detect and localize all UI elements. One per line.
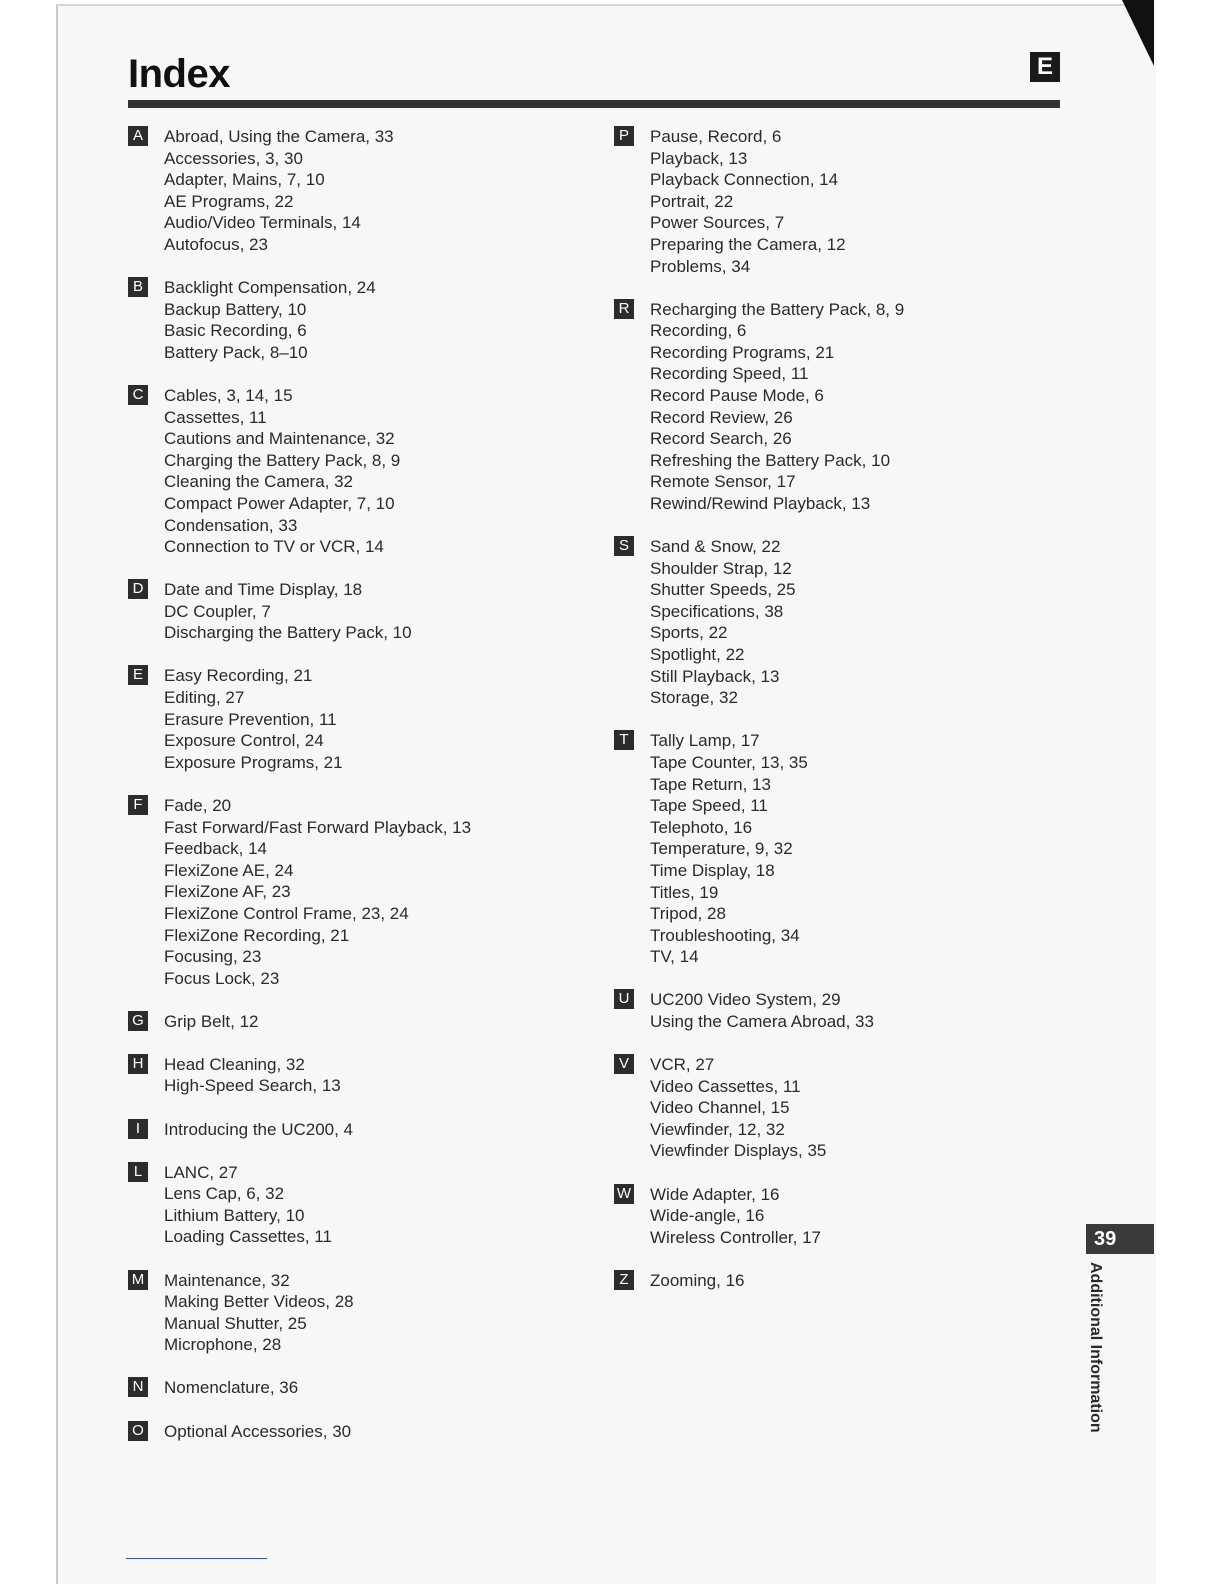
- index-entry: Backup Battery, 10: [164, 299, 307, 319]
- index-entry: TV, 14: [650, 947, 699, 967]
- index-entry: Temperature, 9, 32: [650, 839, 793, 859]
- index-entry-list: [164, 579, 568, 644]
- index-entry: Record Pause Mode, 6: [650, 386, 824, 406]
- index-entry: Remote Sensor, 17: [650, 472, 796, 492]
- index-group-o: [128, 1421, 568, 1443]
- index-entry-list: [164, 1270, 568, 1356]
- index-column-left: [128, 126, 568, 1464]
- index-group-s: [614, 536, 1054, 709]
- index-letter-marker: L: [128, 1162, 148, 1182]
- index-entry: Playback Connection, 14: [650, 170, 839, 190]
- index-entry: Wide-angle, 16: [650, 1206, 765, 1226]
- index-letter-marker: N: [128, 1377, 148, 1397]
- index-entry: Manual Shutter, 25: [164, 1313, 307, 1333]
- index-entry: Time Display, 18: [650, 860, 775, 880]
- index-entry: Recharging the Battery Pack, 8, 9: [650, 299, 905, 319]
- index-letter-marker: W: [614, 1184, 634, 1204]
- index-entry-list: [164, 126, 568, 256]
- index-entry: Pause, Record, 6: [650, 127, 782, 146]
- index-entry: Video Channel, 15: [650, 1098, 790, 1118]
- index-entry: Charging the Battery Pack, 8, 9: [164, 450, 401, 470]
- index-entry: Compact Power Adapter, 7, 10: [164, 493, 395, 513]
- index-entry-list: [650, 989, 1054, 1032]
- index-entry: Wide Adapter, 16: [650, 1184, 780, 1204]
- index-entry: Specifications, 38: [650, 601, 784, 621]
- index-group-d: [128, 579, 568, 644]
- index-entry-list: [164, 795, 568, 989]
- index-entry: Fade, 20: [164, 795, 232, 815]
- index-entry: Preparing the Camera, 12: [650, 234, 846, 254]
- index-entry-list: [164, 1377, 568, 1399]
- index-entry-list: [164, 385, 568, 558]
- index-entry: Recording Speed, 11: [650, 364, 809, 384]
- index-entry: Cautions and Maintenance, 32: [164, 429, 395, 449]
- index-entry-list: [164, 1421, 568, 1443]
- index-entry-list: [164, 1162, 568, 1248]
- index-entry-list: [650, 1270, 1054, 1292]
- index-group-r: [614, 299, 1054, 515]
- index-entry: Portrait, 22: [650, 191, 734, 211]
- language-badge: E: [1030, 52, 1060, 82]
- index-entry: Making Better Videos, 28: [164, 1292, 354, 1312]
- index-entry: UC200 Video System, 29: [650, 990, 841, 1010]
- index-entry: Erasure Prevention, 11: [164, 709, 337, 729]
- index-entry: Audio/Video Terminals, 14: [164, 213, 361, 233]
- index-group-b: [128, 277, 568, 363]
- index-entry: Backlight Compensation, 24: [164, 278, 376, 298]
- index-entry: Microphone, 28: [164, 1335, 282, 1355]
- index-letter-marker: R: [614, 299, 634, 319]
- index-group-c: [128, 385, 568, 558]
- index-entry: Lens Cap, 6, 32: [164, 1184, 285, 1204]
- index-entry: FlexiZone AF, 23: [164, 882, 291, 902]
- index-entry: Viewfinder Displays, 35: [650, 1141, 827, 1161]
- index-entry: FlexiZone Control Frame, 23, 24: [164, 903, 409, 923]
- index-group-v: [614, 1054, 1054, 1162]
- index-letter-marker: V: [614, 1054, 634, 1074]
- index-entry-list: [164, 277, 568, 363]
- index-entry: Feedback, 14: [164, 839, 268, 859]
- index-letter-marker: C: [128, 385, 148, 405]
- index-entry: Tally Lamp, 17: [650, 731, 760, 751]
- index-entry: Condensation, 33: [164, 515, 298, 535]
- index-entry: Connection to TV or VCR, 14: [164, 537, 384, 557]
- index-entry: Fast Forward/Fast Forward Playback, 13: [164, 817, 472, 837]
- index-group-h: [128, 1054, 568, 1097]
- index-entry: Tape Speed, 11: [650, 796, 768, 816]
- title-rule: [128, 100, 1060, 108]
- index-entry: Focus Lock, 23: [164, 968, 280, 988]
- index-entry-list: [650, 126, 1054, 277]
- index-entry-list: [650, 1184, 1054, 1249]
- index-entry: Easy Recording, 21: [164, 666, 313, 686]
- index-group-i: [128, 1119, 568, 1141]
- index-entry: Introducing the UC200, 4: [164, 1119, 354, 1139]
- index-letter-marker: M: [128, 1270, 148, 1290]
- index-entry: Playback, 13: [650, 148, 748, 168]
- index-letter-marker: G: [128, 1011, 148, 1031]
- index-entry: Maintenance, 32: [164, 1270, 290, 1290]
- index-entry: Adapter, Mains, 7, 10: [164, 170, 325, 190]
- index-entry: Using the Camera Abroad, 33: [650, 1011, 874, 1031]
- index-entry: Head Cleaning, 32: [164, 1054, 305, 1074]
- index-group-w: [614, 1184, 1054, 1249]
- index-group-e: [128, 665, 568, 773]
- index-letter-marker: H: [128, 1054, 148, 1074]
- page-title: Index: [128, 52, 230, 96]
- index-letter-marker: F: [128, 795, 148, 815]
- index-entry: Date and Time Display, 18: [164, 580, 363, 600]
- index-entry: Troubleshooting, 34: [650, 925, 800, 945]
- index-entry: Shutter Speeds, 25: [650, 580, 796, 600]
- index-entry: Abroad, Using the Camera, 33: [164, 127, 394, 146]
- index-letter-marker: E: [128, 665, 148, 685]
- index-entry: Cleaning the Camera, 32: [164, 472, 354, 492]
- index-letter-marker: O: [128, 1421, 148, 1441]
- index-entry-list: [164, 1011, 568, 1033]
- index-entry: Refreshing the Battery Pack, 10: [650, 450, 891, 470]
- index-group-l: [128, 1162, 568, 1248]
- index-entry: Telephoto, 16: [650, 817, 753, 837]
- index-entry: Storage, 32: [650, 688, 738, 708]
- index-entry: Battery Pack, 8–10: [164, 342, 308, 362]
- index-group-p: [614, 126, 1054, 277]
- index-group-z: [614, 1270, 1054, 1292]
- index-entry: Tape Return, 13: [650, 774, 771, 794]
- index-letter-marker: S: [614, 536, 634, 556]
- index-group-m: [128, 1270, 568, 1356]
- index-column-right: [614, 126, 1054, 1313]
- index-entry: Autofocus, 23: [164, 234, 268, 254]
- section-side-label: Additional Information: [1087, 1262, 1104, 1433]
- index-entry: Nomenclature, 36: [164, 1378, 299, 1398]
- index-entry-list: [650, 1054, 1054, 1162]
- index-entry: Viewfinder, 12, 32: [650, 1119, 785, 1139]
- index-entry: Recording, 6: [650, 321, 747, 341]
- index-entry: Sand & Snow, 22: [650, 537, 781, 557]
- index-entry: Basic Recording, 6: [164, 321, 307, 341]
- index-letter-marker: I: [128, 1119, 148, 1139]
- index-entry: Exposure Control, 24: [164, 731, 324, 751]
- index-entry: Still Playback, 13: [650, 666, 780, 686]
- index-letter-marker: U: [614, 989, 634, 1009]
- index-entry: FlexiZone AE, 24: [164, 860, 294, 880]
- index-group-u: [614, 989, 1054, 1032]
- index-entry: Optional Accessories, 30: [164, 1421, 352, 1441]
- index-entry-list: [650, 730, 1054, 968]
- index-entry: Power Sources, 7: [650, 213, 785, 233]
- index-entry: Shoulder Strap, 12: [650, 558, 792, 578]
- index-entry-list: [164, 665, 568, 773]
- index-entry: Cables, 3, 14, 15: [164, 385, 293, 405]
- index-group-g: [128, 1011, 568, 1033]
- index-entry: Problems, 34: [650, 256, 751, 276]
- index-letter-marker: B: [128, 277, 148, 297]
- index-entry: Record Search, 26: [650, 429, 792, 449]
- footer-rule: [126, 1558, 267, 1559]
- index-entry: Discharging the Battery Pack, 10: [164, 623, 412, 643]
- index-entry: Sports, 22: [650, 623, 728, 643]
- index-entry: Grip Belt, 12: [164, 1011, 259, 1031]
- index-letter-marker: A: [128, 126, 148, 146]
- index-entry: Cassettes, 11: [164, 407, 267, 427]
- index-entry: Editing, 27: [164, 688, 245, 708]
- index-entry: Tape Counter, 13, 35: [650, 752, 808, 772]
- index-entry: Record Review, 26: [650, 407, 793, 427]
- index-entry: Wireless Controller, 17: [650, 1227, 822, 1247]
- index-entry-list: [164, 1119, 568, 1141]
- index-entry: DC Coupler, 7: [164, 601, 271, 621]
- index-letter-marker: D: [128, 579, 148, 599]
- index-entry: Recording Programs, 21: [650, 342, 835, 362]
- index-entry: FlexiZone Recording, 21: [164, 925, 350, 945]
- scan-top-edge: [56, 4, 1154, 6]
- index-entry: Accessories, 3, 30: [164, 148, 303, 168]
- index-entry: Titles, 19: [650, 882, 719, 902]
- index-entry: Zooming, 16: [650, 1270, 745, 1290]
- index-entry: Tripod, 28: [650, 904, 726, 924]
- index-entry: High-Speed Search, 13: [164, 1076, 341, 1096]
- index-group-a: [128, 126, 568, 256]
- index-entry-list: [650, 536, 1054, 709]
- page-number-tab: 39: [1086, 1224, 1154, 1254]
- corner-mark: [1122, 0, 1154, 66]
- index-entry-list: [650, 299, 1054, 515]
- index-entry: Rewind/Rewind Playback, 13: [650, 494, 871, 513]
- index-entry: Focusing, 23: [164, 947, 262, 967]
- index-entry: LANC, 27: [164, 1162, 238, 1182]
- index-entry-list: [164, 1054, 568, 1097]
- index-entry: Spotlight, 22: [650, 645, 745, 665]
- index-letter-marker: T: [614, 730, 634, 750]
- index-group-t: [614, 730, 1054, 968]
- index-entry: Lithium Battery, 10: [164, 1205, 305, 1225]
- index-entry: Video Cassettes, 11: [650, 1076, 801, 1096]
- index-letter-marker: P: [614, 126, 634, 146]
- index-group-n: [128, 1377, 568, 1399]
- index-entry: Exposure Programs, 21: [164, 752, 343, 772]
- index-entry: Loading Cassettes, 11: [164, 1227, 332, 1247]
- index-group-f: [128, 795, 568, 989]
- index-letter-marker: Z: [614, 1270, 634, 1290]
- index-entry: AE Programs, 22: [164, 191, 294, 211]
- index-entry: VCR, 27: [650, 1055, 715, 1075]
